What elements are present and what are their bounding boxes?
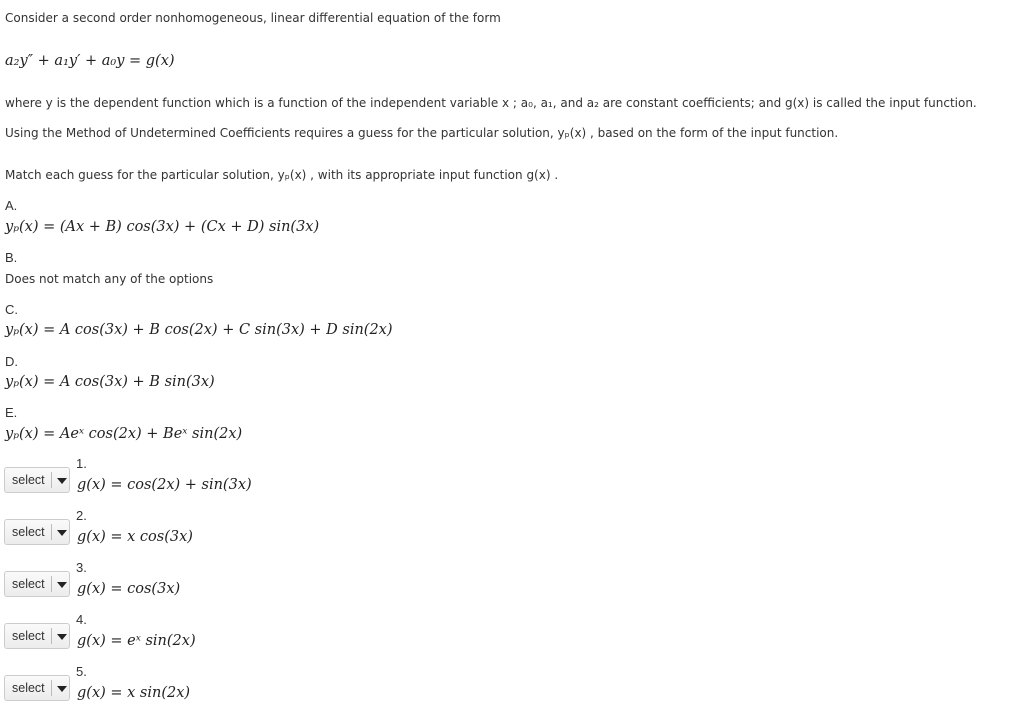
select-value: select [12,525,45,539]
dropdown-arrow-icon [57,634,67,640]
option-b-label: B. [5,250,18,265]
match-instructions: Match each guess for the particular solution, yₚ(x) , with its appropriate input function g(x) . [5,168,559,182]
answer-select-1[interactable] [4,467,70,493]
answer-select-3[interactable] [4,571,70,597]
divider [51,472,52,488]
question-number: 4. [76,612,87,627]
option-d-text: yₚ(x) = A cos(3x) + B sin(3x) [5,374,215,390]
option-b-text: Does not match any of the options [5,272,214,286]
select-value: select [12,473,45,487]
select-value: select [12,577,45,591]
answer-select-2[interactable] [4,519,70,545]
intro-text: Consider a second order nonhomogeneous, linear differential equation of the form [5,11,501,25]
where-text: where y is the dependent function which is a function of the independent variable x ; a₀, a₁, and a₂ are constant coefficients; and g(x) is called the input function. [5,96,977,110]
question-number: 2. [76,508,87,523]
question-number: 5. [76,664,87,679]
answer-select-5[interactable] [4,675,70,701]
dropdown-arrow-icon [57,478,67,484]
divider [51,628,52,644]
general-equation: a₂y″ + a₁y′ + a₀y = g(x) [5,53,175,69]
select-value: select [12,681,45,695]
dropdown-arrow-icon [57,686,67,692]
option-a-text: yₚ(x) = (Ax + B) cos(3x) + (Cx + D) sin(3x) [5,219,320,235]
input-function: g(x) = eˣ sin(2x) [77,633,196,649]
option-d-label: D. [5,354,18,369]
dropdown-arrow-icon [57,582,67,588]
input-function: g(x) = cos(3x) [77,581,181,597]
input-function: g(x) = cos(2x) + sin(3x) [77,477,252,493]
divider [51,576,52,592]
input-function: g(x) = x sin(2x) [77,685,191,701]
using-text: Using the Method of Undetermined Coefficients requires a guess for the particular solution, yₚ(x) , based on the form of the input function. [5,126,839,140]
option-c-text: yₚ(x) = A cos(3x) + B cos(2x) + C sin(3x) + D sin(2x) [5,322,393,338]
option-e-label: E. [5,405,18,420]
answer-select-4[interactable] [4,623,70,649]
dropdown-arrow-icon [57,530,67,536]
option-a-label: A. [5,198,18,213]
select-value: select [12,629,45,643]
option-e-text: yₚ(x) = Aeˣ cos(2x) + Beˣ sin(2x) [5,426,243,442]
question-number: 1. [76,456,87,471]
input-function: g(x) = x cos(3x) [77,529,193,545]
divider [51,680,52,696]
question-number: 3. [76,560,87,575]
divider [51,524,52,540]
option-c-label: C. [5,302,18,317]
